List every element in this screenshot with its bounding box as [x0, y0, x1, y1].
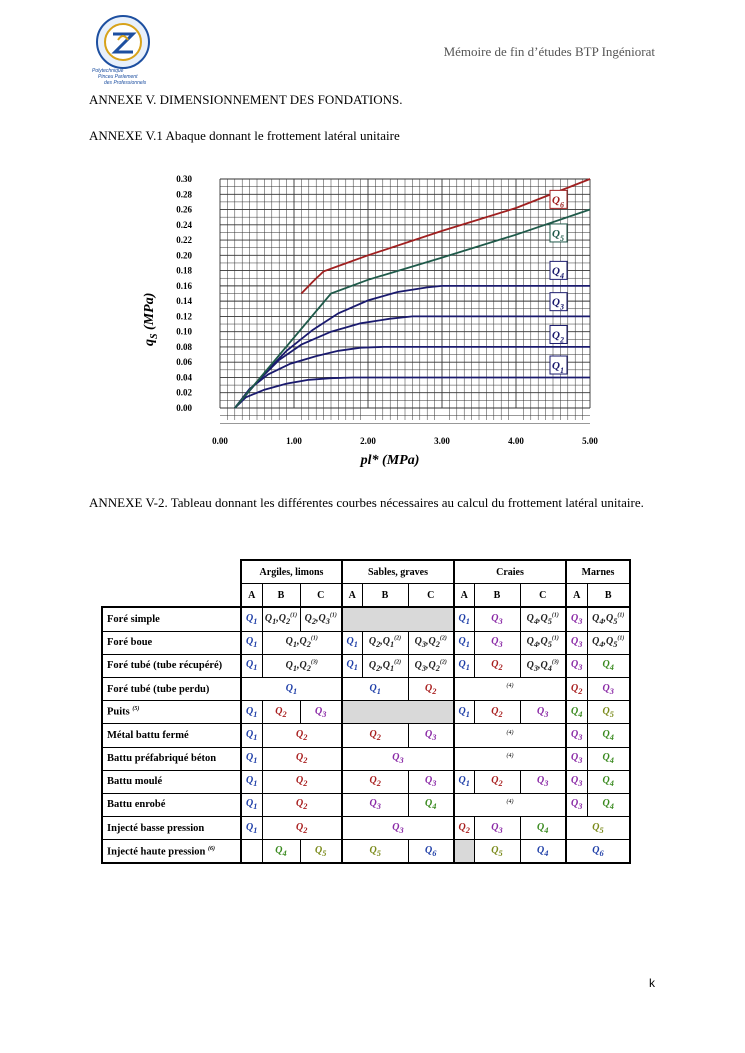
x-tick-label: 5.00	[582, 436, 598, 446]
group-header-argiles: Argiles, limons	[241, 560, 342, 584]
curve-ref: $Q_3$	[537, 775, 549, 789]
footnote-ref: (4)	[506, 752, 514, 759]
table-cell	[566, 770, 587, 793]
table-cell	[520, 770, 566, 793]
friction-chart	[115, 168, 615, 468]
table-cell-empty	[454, 840, 474, 864]
curve-ref: $Q_4$	[602, 752, 614, 766]
curve-ref: $Q_1,Q_2^{(1)}$	[264, 612, 298, 627]
table-cell	[566, 793, 587, 816]
table-cell	[241, 770, 262, 793]
curve-ref: $Q_4$	[537, 821, 549, 835]
footnote-ref: (4)	[506, 799, 514, 806]
table-cell	[474, 701, 520, 724]
curve-ref: $Q_1$	[246, 612, 258, 626]
curve-ref: $Q_1$	[285, 682, 298, 696]
curve-ref: $Q_1$	[246, 636, 258, 650]
table-cell	[520, 631, 566, 654]
page-number: k	[649, 976, 655, 990]
table-row	[102, 747, 630, 770]
x-tick-label: 3.00	[434, 436, 450, 446]
row-label	[102, 793, 241, 816]
curve-ref: $Q_1$	[246, 659, 258, 673]
annex-heading: ANNEXE V. DIMENSIONNEMENT DES FONDATIONS.	[89, 92, 403, 107]
table-cell	[566, 817, 630, 840]
row-label	[102, 677, 241, 700]
table-cell	[241, 607, 262, 631]
curve-ref: $Q_3$	[571, 752, 583, 766]
table-cell	[342, 840, 408, 864]
row-label	[102, 840, 241, 864]
table-cell	[241, 817, 262, 840]
curves-table	[101, 559, 631, 864]
y-axis-label	[142, 293, 160, 346]
x-tick-labels	[212, 436, 598, 446]
table-row	[102, 793, 630, 816]
table-cell-empty	[241, 840, 262, 864]
curve-ref: $Q_3$	[491, 821, 503, 835]
table-row	[102, 701, 630, 724]
curve-ref: $Q_4$	[602, 798, 614, 812]
curve-ref: $Q_2,Q_3^{(1)}$	[304, 612, 337, 627]
table-cell	[408, 677, 454, 700]
y-tick-label: 0.18	[176, 265, 192, 276]
y-tick-label: 0.20	[176, 250, 192, 261]
row-footnote: (6)	[208, 845, 216, 852]
series-label-q4: $Q_4$	[552, 265, 564, 281]
y-tick-label: 0.04	[176, 372, 192, 383]
y-tick-label: 0.24	[176, 219, 192, 230]
curve-ref: $Q_1$	[246, 752, 258, 766]
table-cell-empty	[342, 607, 454, 631]
table-cell	[241, 747, 262, 770]
table-cell	[474, 631, 520, 654]
table-cell	[241, 793, 262, 816]
curve-ref: $Q_3$	[571, 728, 583, 742]
y-tick-label: 0.06	[176, 357, 192, 368]
table-cell	[587, 677, 630, 700]
table-cell	[342, 817, 454, 840]
table-row	[102, 654, 630, 677]
table-cell	[520, 607, 566, 631]
table-cell	[262, 817, 342, 840]
table-cell	[474, 654, 520, 677]
sub-header-cell: A	[454, 584, 474, 608]
row-label-text: Injecté basse pression	[107, 822, 205, 834]
sub-header-cell: B	[262, 584, 300, 608]
curve-ref: $Q_2$	[296, 728, 308, 742]
table-cell	[342, 677, 408, 700]
curve-ref: $Q_3$	[315, 705, 327, 719]
curve-ref: $Q_1$	[458, 705, 470, 719]
y-axis-label-main: q	[142, 339, 157, 346]
curve-ref: $Q_6$	[425, 844, 437, 858]
table-cell	[454, 817, 474, 840]
curve-ref: $Q_2$	[275, 705, 287, 719]
table-cell	[520, 701, 566, 724]
curve-ref: $Q_2$	[296, 752, 308, 766]
row-label	[102, 607, 241, 631]
table-cell	[454, 677, 566, 700]
table-cell	[342, 793, 408, 816]
series-label-q5: $Q_5$	[552, 227, 564, 243]
table-cell	[454, 770, 474, 793]
table-row	[102, 677, 630, 700]
curve-ref: $Q_4,Q_5^{(1)}$	[592, 612, 625, 627]
curve-ref: $Q_4,Q_5^{(1)}$	[592, 635, 625, 650]
table-cell	[300, 701, 342, 724]
table-cell	[474, 607, 520, 631]
row-label-text: Injecté haute pression	[107, 846, 206, 858]
curve-ref: $Q_4$	[602, 728, 614, 742]
curve-ref: $Q_3$	[537, 705, 549, 719]
header-title: Mémoire de fin d’études BTP Ingéniorat	[443, 44, 655, 59]
row-label-text: Foré boue	[107, 637, 153, 649]
sub-header-cell: C	[300, 584, 342, 608]
logo-caption-line: Polytechnique	[92, 68, 124, 74]
curve-ref: $Q_1$	[458, 612, 470, 626]
y-tick-label: 0.00	[176, 403, 192, 413]
y-tick-label: 0.14	[176, 296, 192, 307]
x-axis-label: pl* (MPa)	[360, 453, 420, 468]
table-cell	[408, 840, 454, 864]
table-cell	[587, 747, 630, 770]
annex-subheading: ANNEXE V.1 Abaque donnant le frottement latéral unitaire	[89, 128, 400, 143]
y-axis-label-sub: S	[149, 333, 160, 339]
table-cell	[342, 631, 362, 654]
corner-cell	[102, 560, 241, 584]
table-cell-empty	[342, 701, 454, 724]
footnote-ref: (4)	[506, 683, 514, 690]
row-label-text: Métal battu fermé	[107, 729, 189, 741]
y-axis-label-unit: (MPa)	[142, 292, 157, 334]
table-intro-paragraph: ANNEXE V-2. Tableau donnant les différentes courbes nécessaires au calcul du frottement latéral unitaire.	[89, 495, 644, 510]
group-header-row	[102, 560, 630, 584]
curve-ref: $Q_5$	[592, 821, 604, 835]
table-cell	[520, 654, 566, 677]
curve-ref: $Q_3,Q_4^{(3)}$	[526, 659, 559, 673]
curve-ref: $Q_4$	[425, 798, 437, 812]
table-cell	[454, 724, 566, 747]
curve-ref: $Q_1,Q_2^{(1)}$	[285, 635, 318, 650]
table-cell	[342, 770, 408, 793]
table-cell	[454, 793, 566, 816]
table-cell	[408, 654, 454, 677]
curve-ref: $Q_2$	[369, 775, 381, 789]
y-tick-label: 0.28	[176, 189, 192, 200]
table-cell	[566, 747, 587, 770]
table-cell	[566, 654, 587, 677]
table-cell	[262, 793, 342, 816]
curve-ref: $Q_1$	[246, 821, 258, 835]
table-cell	[566, 724, 587, 747]
curve-ref: $Q_2,Q_1^{(2)}$	[368, 659, 402, 673]
svg-text:qS (MPa)	[142, 293, 160, 346]
curve-ref: $Q_3$	[571, 636, 583, 650]
curve-ref: $Q_3$	[571, 775, 583, 789]
table-cell	[566, 677, 587, 700]
table-cell	[262, 770, 342, 793]
curve-ref: $Q_2$	[458, 821, 470, 835]
table-cell	[262, 840, 300, 864]
table-cell	[408, 631, 454, 654]
x-tick-label: 0.00	[212, 436, 228, 446]
table-row	[102, 770, 630, 793]
footnote-ref: (4)	[506, 729, 514, 736]
row-label-text: Battu préfabriqué béton	[107, 753, 217, 765]
row-label-text: Foré simple	[107, 613, 160, 625]
curve-ref: $Q_2$	[369, 728, 381, 742]
table-cell	[262, 654, 342, 677]
curve-ref: $Q_4$	[275, 844, 287, 858]
sub-header-cell: B	[474, 584, 520, 608]
curve-ref: $Q_1$	[369, 682, 381, 696]
logo-caption-line: des Professionnels	[104, 80, 147, 86]
curves-table-grid	[101, 559, 631, 864]
curve-ref: $Q_1$	[458, 636, 470, 650]
table-cell	[454, 607, 474, 631]
row-label-text: Foré tubé (tube perdu)	[107, 683, 210, 695]
table-cell	[587, 770, 630, 793]
series-label-q6: $Q_6$	[552, 194, 564, 210]
curve-ref: $Q_2,Q_1^{(2)}$	[368, 635, 402, 650]
row-label	[102, 631, 241, 654]
sub-header-cell: B	[362, 584, 408, 608]
curve-ref: $Q_1$	[246, 728, 258, 742]
group-header-sables: Sables, graves	[342, 560, 454, 584]
curve-ref: $Q_3$	[392, 752, 404, 766]
curve-ref: $Q_5$	[491, 844, 503, 858]
table-cell	[262, 724, 342, 747]
x-tick-label: 1.00	[286, 436, 302, 446]
curve-ref: $Q_4$	[537, 844, 549, 858]
row-footnote: (5)	[132, 706, 140, 713]
institution-logo	[88, 12, 158, 92]
curve-ref: $Q_3$	[571, 659, 583, 673]
curve-ref: $Q_2$	[425, 682, 437, 696]
table-row	[102, 817, 630, 840]
curve-ref: $Q_2$	[296, 821, 308, 835]
curve-ref: $Q_4$	[602, 775, 614, 789]
table-cell	[362, 654, 408, 677]
table-cell	[587, 701, 630, 724]
table-row	[102, 724, 630, 747]
curve-ref: $Q_2$	[491, 775, 503, 789]
table-cell	[241, 631, 262, 654]
curve-ref: $Q_5$	[315, 844, 327, 858]
table-cell	[474, 817, 520, 840]
y-tick-label: 0.26	[176, 204, 192, 215]
table-cell	[587, 793, 630, 816]
table-cell	[262, 631, 342, 654]
table-cell	[566, 607, 587, 631]
y-tick-label: 0.10	[176, 326, 192, 337]
y-tick-label: 0.12	[176, 311, 192, 322]
table-cell	[587, 607, 630, 631]
series-label-q2: $Q_2$	[552, 329, 564, 345]
curve-ref: $Q_1$	[346, 636, 358, 650]
curve-ref: $Q_3$	[425, 728, 437, 742]
row-label	[102, 724, 241, 747]
table-cell	[566, 631, 587, 654]
curve-ref: $Q_2$	[571, 682, 583, 696]
sub-header-cell: C	[520, 584, 566, 608]
table-cell	[262, 701, 300, 724]
table-cell	[262, 747, 342, 770]
row-label	[102, 817, 241, 840]
row-label	[102, 701, 241, 724]
table-cell	[241, 677, 342, 700]
table-cell	[587, 631, 630, 654]
table-cell	[520, 817, 566, 840]
curve-ref: $Q_3$	[491, 612, 503, 626]
sub-header-cell: A	[241, 584, 262, 608]
sub-header-cell: C	[408, 584, 454, 608]
table-row	[102, 631, 630, 654]
y-tick-label: 0.08	[176, 341, 192, 352]
group-header-craies: Craies	[454, 560, 566, 584]
table-cell	[587, 654, 630, 677]
curve-ref: $Q_3$	[392, 821, 404, 835]
logo-caption-line: Pinceu Parlement	[98, 74, 138, 80]
curve-ref: $Q_3$	[369, 798, 381, 812]
curve-ref: $Q_3,Q_2^{(2)}$	[414, 659, 447, 673]
row-label	[102, 747, 241, 770]
series-label-q1: $Q_1$	[552, 360, 564, 376]
curve-ref: $Q_6$	[592, 844, 604, 858]
curve-ref: $Q_3$	[425, 775, 437, 789]
table-cell	[474, 840, 520, 864]
table-cell	[342, 747, 454, 770]
table-cell	[408, 724, 454, 747]
table-cell	[241, 654, 262, 677]
table-cell	[300, 840, 342, 864]
y-tick-label: 0.30	[176, 174, 192, 184]
curve-ref: $Q_2$	[296, 798, 308, 812]
y-tick-label: 0.02	[176, 387, 192, 398]
series-line-q6	[301, 179, 590, 294]
y-tick-label: 0.22	[176, 235, 192, 246]
curve-ref: $Q_5$	[602, 705, 614, 719]
table-cell	[362, 631, 408, 654]
curve-ref: $Q_1$	[246, 775, 258, 789]
y-tick-labels	[176, 174, 192, 413]
corner-cell	[102, 584, 241, 608]
table-cell	[587, 724, 630, 747]
curve-ref: $Q_1$	[346, 659, 358, 673]
curve-ref: $Q_4,Q_5^{(1)}$	[526, 635, 559, 650]
table-cell	[454, 701, 474, 724]
table-cell	[474, 770, 520, 793]
sub-header-cell: A	[342, 584, 362, 608]
curve-ref: $Q_3$	[491, 636, 503, 650]
table-cell	[454, 654, 474, 677]
table-cell	[454, 747, 566, 770]
curve-ref: $Q_1$	[458, 659, 470, 673]
row-label	[102, 770, 241, 793]
curve-ref: $Q_1$	[458, 775, 470, 789]
table-cell	[408, 793, 454, 816]
group-header-marnes: Marnes	[566, 560, 630, 584]
sub-header-cell: A	[566, 584, 587, 608]
curve-ref: $Q_3$	[571, 798, 583, 812]
table-cell	[241, 701, 262, 724]
curve-ref: $Q_1,Q_2^{(3)}$	[285, 659, 318, 673]
curve-ref: $Q_1$	[246, 798, 258, 812]
sub-header-cell: B	[587, 584, 630, 608]
curve-ref: $Q_3$	[571, 612, 583, 626]
curve-ref: $Q_2$	[296, 775, 308, 789]
table-cell	[300, 607, 342, 631]
logo-caption	[92, 68, 146, 86]
x-tick-label: 2.00	[360, 436, 376, 446]
sub-header-row	[102, 584, 630, 608]
curve-ref: $Q_4,Q_5^{(1)}$	[526, 612, 559, 627]
table-cell	[262, 607, 300, 631]
table-row	[102, 840, 630, 864]
curve-ref: $Q_3,Q_2^{(2)}$	[414, 635, 447, 650]
curve-ref: $Q_3$	[602, 682, 614, 696]
curve-ref: $Q_2$	[491, 705, 503, 719]
x-tick-label: 4.00	[508, 436, 524, 446]
row-label-text: Battu moulé	[107, 776, 163, 788]
table-cell	[566, 701, 587, 724]
row-label-text: Battu enrobé	[107, 799, 166, 811]
row-label-text: Foré tubé (tube récupéré)	[107, 660, 223, 672]
y-tick-label: 0.16	[176, 280, 192, 291]
row-label	[102, 654, 241, 677]
curve-ref: $Q_1$	[246, 705, 258, 719]
series-label-q3: $Q_3$	[552, 296, 564, 312]
table-cell	[520, 840, 566, 864]
curve-ref: $Q_5$	[369, 844, 381, 858]
curve-ref: $Q_4$	[602, 659, 614, 673]
table-cell	[454, 631, 474, 654]
table-cell	[408, 770, 454, 793]
row-label-text: Puits	[107, 706, 130, 718]
table-row	[102, 607, 630, 631]
curve-ref: $Q_2$	[491, 659, 503, 673]
curve-ref: $Q_4$	[571, 705, 583, 719]
table-cell	[342, 724, 408, 747]
table-cell	[342, 654, 362, 677]
table-cell	[241, 724, 262, 747]
table-cell	[566, 840, 630, 864]
